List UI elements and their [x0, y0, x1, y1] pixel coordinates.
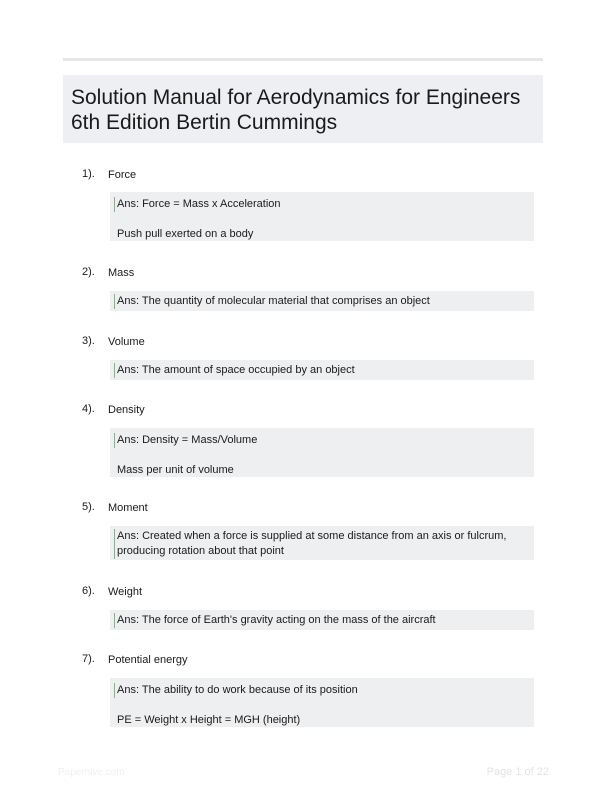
answer-line: Mass per unit of volume — [117, 464, 234, 476]
answer-box — [110, 428, 534, 477]
question-number: 1). — [82, 168, 95, 180]
answer-box — [110, 192, 534, 241]
answer-line: PE = Weight x Height = MGH (height) — [117, 714, 301, 726]
page-title: Solution Manual for Aerodynamics for Engineers 6th Edition Bertin Cummings — [71, 86, 521, 134]
question-label: Potential energy — [108, 654, 188, 666]
question-number: 7). — [82, 653, 95, 665]
question-label: Weight — [108, 586, 143, 598]
question-label: Moment — [108, 502, 148, 514]
footer-source: Paperhive.com — [58, 767, 125, 778]
answer-box — [110, 610, 534, 630]
question-number: 6). — [82, 585, 95, 597]
answer-line: Ans: The amount of space occupied by an object — [114, 363, 526, 378]
answer-box — [110, 678, 534, 727]
answer-box — [110, 526, 534, 560]
answer-line: Ans: Created when a force is supplied at some distance from an axis or fulcrum, producing rotation about that point — [114, 529, 526, 559]
question-number: 5). — [82, 501, 95, 513]
answer-line: Ans: Density = Mass/Volume — [114, 433, 526, 448]
page-number: Page 1 of 22 — [486, 766, 549, 778]
answer-line: Ans: Force = Mass x Acceleration — [114, 197, 526, 212]
question-number: 3). — [82, 335, 95, 347]
question-label: Force — [108, 169, 137, 181]
answer-line: Ans: The quantity of molecular material that comprises an object — [114, 294, 526, 309]
answer-line: Ans: The ability to do work because of its position — [114, 683, 526, 698]
question-label: Density — [108, 404, 145, 416]
answer-box — [110, 360, 534, 380]
answer-line: Push pull exerted on a body — [117, 228, 254, 240]
question-number: 4). — [82, 403, 95, 415]
answer-line: Ans: The force of Earth's gravity acting on the mass of the aircraft — [114, 613, 526, 628]
question-number: 2). — [82, 266, 95, 278]
question-label: Mass — [108, 267, 135, 279]
answer-box — [110, 291, 534, 311]
question-label: Volume — [108, 336, 145, 348]
